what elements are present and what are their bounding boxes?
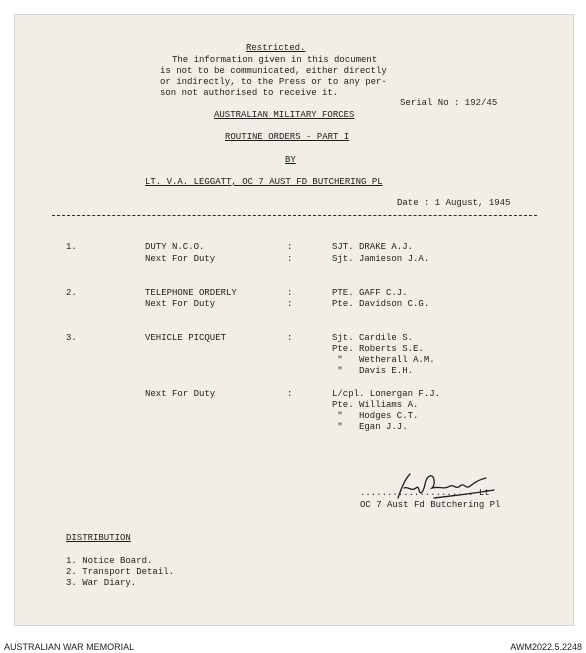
signature-line: ..................... Lt (360, 488, 490, 498)
handwritten-signature (390, 468, 500, 504)
notice-line-4: son not authorised to receive it. (160, 88, 339, 98)
duty-label: VEHICLE PICQUET (145, 333, 227, 343)
assigned-name: SJT. DRAKE A.J. (332, 242, 414, 252)
assigned-name: Sjt. Jamieson J.A. (332, 254, 430, 264)
duty-label: TELEPHONE ORDERLY (145, 288, 237, 298)
assigned-name: Pte. Roberts S.E. (332, 344, 424, 354)
duty-label: Next For Duty (145, 254, 216, 264)
separator: : (287, 299, 293, 309)
assigned-name: " Egan J.J. (332, 422, 408, 432)
item-number: 3. (66, 333, 77, 343)
distribution-item: 2. Transport Detail. (66, 567, 175, 577)
separator: : (287, 242, 293, 252)
assigned-name: L/cpl. Lonergan F.J. (332, 389, 441, 399)
assigned-name: " Davis E.H. (332, 366, 414, 376)
archive-credit: AUSTRALIAN WAR MEMORIAL (4, 642, 135, 652)
org-title: AUSTRALIAN MILITARY FORCES (214, 110, 355, 120)
by-line: BY (285, 155, 296, 165)
duty-label: Next For Duty (145, 389, 216, 399)
duty-label: DUTY N.C.O. (145, 242, 205, 252)
assigned-name: Pte. Davidson C.G. (332, 299, 430, 309)
catalogue-id: AWM2022.5.2248 (510, 642, 582, 652)
item-number: 2. (66, 288, 77, 298)
notice-line-1: The information given in this document (172, 55, 378, 65)
divider-rule (52, 215, 537, 216)
commander-line: LT. V.A. LEGGATT, OC 7 AUST FD BUTCHERING PL (145, 177, 383, 187)
notice-line-2: is not to be communicated, either directly (160, 66, 387, 76)
distribution-heading: DISTRIBUTION (66, 533, 131, 543)
assigned-name: PTE. GAFF C.J. (332, 288, 408, 298)
separator: : (287, 254, 293, 264)
separator: : (287, 288, 293, 298)
item-number: 1. (66, 242, 77, 252)
assigned-name: " Hodges C.T. (332, 411, 419, 421)
order-date: Date : 1 August, 1945 (397, 198, 511, 208)
assigned-name: Sjt. Cardile S. (332, 333, 414, 343)
distribution-item: 3. War Diary. (66, 578, 137, 588)
orders-title: ROUTINE ORDERS - PART I (225, 132, 350, 142)
assigned-name: Pte. Williams A. (332, 400, 419, 410)
restricted-heading: Restricted. (246, 43, 306, 53)
separator: : (287, 389, 293, 399)
notice-line-3: or indirectly, to the Press or to any per- (160, 77, 387, 87)
signature-title: OC 7 Aust Fd Butchering Pl (360, 500, 501, 510)
distribution-item: 1. Notice Board. (66, 556, 153, 566)
assigned-name: " Wetherall A.M. (332, 355, 435, 365)
duty-label: Next For Duty (145, 299, 216, 309)
serial-number: Serial No : 192/45 (400, 98, 498, 108)
separator: : (287, 333, 293, 343)
